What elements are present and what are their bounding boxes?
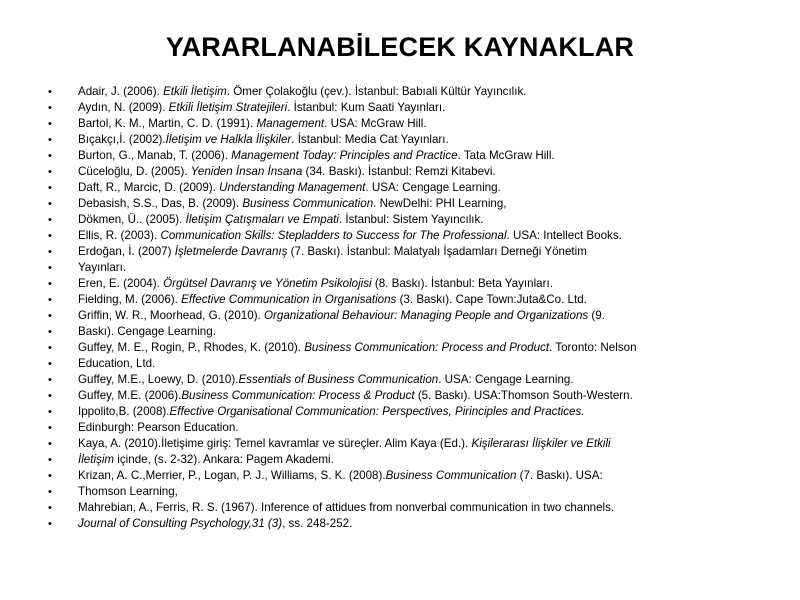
reference-text: Education, Ltd. <box>78 357 156 370</box>
reference-italic-title: İletişim Çatışmaları ve Empati <box>185 213 339 226</box>
reference-text: Yayınları. <box>78 261 127 274</box>
reference-text: Griffin, W. R., Moorhead, G. (2010). <box>78 309 264 322</box>
reference-text: (8. Baskı). İstanbul: Beta Yayınları. <box>371 277 553 290</box>
reference-text: . USA: Intellect Books. <box>506 229 622 242</box>
reference-item <box>48 180 748 196</box>
reference-italic-title: Etkili İletişim Stratejileri <box>168 101 288 114</box>
reference-text: Ellis, R. (2003). <box>78 229 161 242</box>
reference-italic-title: Business Communication <box>385 469 517 482</box>
reference-text: . Toronto: Nelson <box>549 341 637 354</box>
reference-italic-title: Effective Organisational Communication: Perspectives, Pirinciples and Practices. <box>169 405 585 418</box>
reference-text: içinde, (s. 2-32). Ankara: Pagem Akademi. <box>114 453 334 466</box>
reference-italic-title: Organizational Behaviour: Managing People and Organizations <box>264 309 589 322</box>
reference-text: Bartol, K. M., Martin, C. D. (1991). <box>78 117 257 130</box>
reference-item <box>48 84 748 100</box>
reference-item <box>48 404 748 420</box>
reference-italic-title: Management Today: Principles and Practice <box>231 149 458 162</box>
reference-italic-title: Business Communication: Process & Product <box>181 389 415 402</box>
reference-italic-title: Essentials of Business Communication <box>238 373 439 386</box>
reference-item <box>48 196 748 212</box>
reference-text: Kaya, A. (2010).İletişime giriş: Temel kavramlar ve süreçler. Alim Kaya (Ed.). <box>78 437 472 450</box>
reference-text: Thomson Learning, <box>78 485 178 498</box>
reference-text: (34. Baskı). İstanbul: Remzi Kitabevi. <box>302 165 496 178</box>
reference-item <box>48 148 748 164</box>
reference-italic-title: Etkili İletişim <box>163 85 227 98</box>
reference-text: (7. Baskı). USA: <box>516 469 603 482</box>
reference-item <box>48 372 748 388</box>
reference-italic-title: Kişilerarası İlişkiler ve Etkili <box>471 437 611 450</box>
reference-text: Bıçakçı,İ. (2002). <box>78 133 166 146</box>
reference-text: , ss. 248-252. <box>282 517 353 530</box>
reference-text: . NewDelhi: PHI Learning, <box>373 197 507 210</box>
reference-item <box>48 260 748 276</box>
reference-item <box>48 228 748 244</box>
reference-item <box>48 244 748 260</box>
reference-text: . İstanbul: Media Cat Yayınları. <box>291 133 449 146</box>
reference-text: . Tata McGraw Hill. <box>457 149 555 162</box>
reference-text: Dökmen, Ü.. (2005). <box>78 213 186 226</box>
reference-italic-title: Journal of Consulting Psychology,31 (3) <box>78 517 283 530</box>
reference-item <box>48 132 748 148</box>
reference-text: Baskı). Cengage Learning. <box>78 325 216 338</box>
reference-text: Daft, R., Marcic, D. (2009). <box>78 181 220 194</box>
reference-text: . İstanbul: Kum Saati Yayınları. <box>287 101 446 114</box>
reference-text: . Ömer Çolakoğlu (çev.). İstanbul: Babıali Kültür Yayıncılık. <box>226 85 527 98</box>
reference-italic-title: Yeniden İnsan İnsana <box>190 165 303 178</box>
reference-item <box>48 356 748 372</box>
reference-item <box>48 292 748 308</box>
reference-text: . USA: McGraw Hill. <box>324 117 427 130</box>
reference-item <box>48 452 748 468</box>
reference-item <box>48 212 748 228</box>
reference-italic-title: Management <box>256 117 325 130</box>
reference-italic-title: Effective Communication in Organisations <box>181 293 397 306</box>
reference-text: Guffey, M.E. (2006). <box>78 389 182 402</box>
reference-item <box>48 420 748 436</box>
reference-text: Krizan, A. C.,Merrier, P., Logan, P. J., Williams, S. K. (2008). <box>78 469 386 482</box>
reference-text: . USA: Cengage Learning. <box>438 373 574 386</box>
reference-italic-title: Communication Skills: Stepladders to Success for The Professional <box>160 229 507 242</box>
reference-item <box>48 100 748 116</box>
reference-text: Guffey, M. E., Rogin, P., Rhodes, K. (2010). <box>78 341 305 354</box>
reference-italic-title: Understanding Management <box>219 181 366 194</box>
reference-item <box>48 164 748 180</box>
reference-text: Eren, E. (2004). <box>78 277 164 290</box>
reference-item <box>48 340 748 356</box>
reference-text: Adair, J. (2006). <box>78 85 164 98</box>
reference-text: Fielding, M. (2006). <box>78 293 182 306</box>
reference-italic-title: İletişim <box>78 453 115 466</box>
reference-list <box>48 84 748 532</box>
reference-item <box>48 468 748 484</box>
reference-item <box>48 436 748 452</box>
reference-item <box>48 276 748 292</box>
reference-item <box>48 324 748 340</box>
reference-text: Aydın, N. (2009). <box>78 101 169 114</box>
reference-italic-title: İletişim ve Halkla İlişkiler <box>165 133 292 146</box>
reference-text: Ippolito,B. (2008). <box>78 405 170 418</box>
reference-text: . USA: Cengage Learning. <box>365 181 501 194</box>
reference-item <box>48 516 748 532</box>
reference-italic-title: Business Communication: Process and Product <box>304 341 550 354</box>
reference-italic-title: Business Communication <box>242 197 374 210</box>
reference-text: . İstanbul: Sistem Yayıncılık. <box>338 213 484 226</box>
reference-text: Mahrebian, A., Ferris, R. S. (1967). Inference of attidues from nonverbal communication in two channels. <box>78 501 615 514</box>
reference-italic-title: Örgütsel Davranış ve Yönetim Psikolojisi <box>163 277 372 290</box>
slide-title: YARARLANABİLECEK KAYNAKLAR <box>165 32 635 62</box>
reference-text: Cüceloğlu, D. (2005). <box>78 165 191 178</box>
reference-text: Debasish, S.S., Das, B. (2009). <box>78 197 243 210</box>
reference-text: (9. <box>588 309 605 322</box>
reference-text: (7. Baskı). İstanbul: Malatyalı İşadamları Derneği Yönetim <box>287 245 587 258</box>
reference-text: Edinburgh: Pearson Education. <box>78 421 239 434</box>
reference-item <box>48 116 748 132</box>
reference-text: Burton, G., Manab, T. (2006). <box>78 149 232 162</box>
reference-item <box>48 388 748 404</box>
reference-text: (3. Baskı). Cape Town:Juta&Co. Ltd. <box>396 293 587 306</box>
reference-text: Erdoğan, İ. (2007) <box>78 245 175 258</box>
reference-italic-title: İşletmelerde Davranış <box>174 245 288 258</box>
reference-item <box>48 484 748 500</box>
reference-text: (5. Baskı). USA:Thomson South-Western. <box>414 389 633 402</box>
reference-item <box>48 500 748 516</box>
reference-item <box>48 308 748 324</box>
reference-text: Guffey, M.E., Loewy, D. (2010). <box>78 373 239 386</box>
